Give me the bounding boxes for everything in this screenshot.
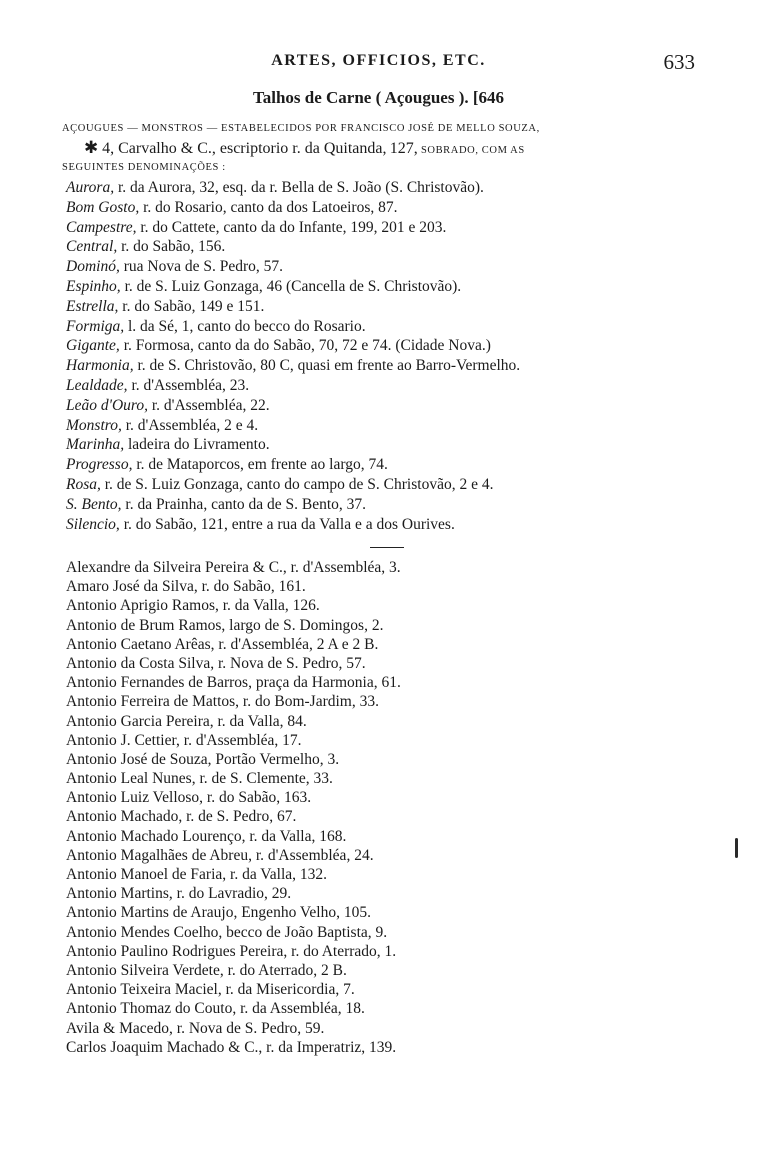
list-item — [66, 416, 746, 436]
list-item: Amaro José da Silva, r. do Sabão, 161. — [66, 578, 306, 596]
acougue-name: Leão d'Ouro, — [66, 396, 148, 414]
acougue-name: Formiga, — [66, 317, 125, 335]
acougue-address: rua Nova de S. Pedro, 57. — [119, 258, 283, 276]
list-item — [66, 237, 746, 257]
acougue-address: r. do Cattete, canto da do Infante, 199, 201 e 203. — [136, 218, 447, 236]
list-item: Antonio Silveira Verdete, r. do Aterrado, 2 B. — [66, 961, 347, 979]
list-item: Alexandre da Silveira Pereira & C., r. d'Assembléa, 3. — [66, 559, 401, 576]
proprietors-list — [66, 558, 746, 1057]
acougue-name: Progresso, — [66, 456, 133, 474]
acougue-name: Campestre, — [66, 218, 137, 236]
list-item — [66, 277, 746, 297]
list-item — [66, 198, 746, 218]
acougue-name: Silencio, — [66, 515, 120, 533]
list-item: Antonio Fernandes de Barros, praça da Harmonia, 61. — [66, 674, 401, 692]
ornament-icon: ✱ — [84, 138, 99, 157]
acougue-address: r. d'Assembléa, 23. — [127, 376, 250, 394]
list-item: Antonio da Costa Silva, r. Nova de S. Pedro, 57. — [66, 654, 366, 672]
list-item: Antonio Aprigio Ramos, r. da Valla, 126. — [66, 597, 320, 615]
acougue-name: Gigante, — [66, 337, 120, 355]
section-title: ARTES, OFFICIOS, ETC. — [271, 52, 486, 69]
acougue-name: Marinha, — [66, 436, 125, 454]
acougue-name: Bom Gosto, — [66, 198, 140, 216]
running-header — [0, 52, 757, 76]
list-item: Antonio Luiz Velloso, r. do Sabão, 163. — [66, 789, 312, 807]
acougue-name: Estrella, — [66, 297, 119, 315]
list-item: Antonio Manoel de Faria, r. da Valla, 132. — [66, 866, 328, 883]
list-item — [66, 435, 746, 455]
list-item: Carlos Joaquim Machado & C., r. da Imperatriz, 139. — [66, 1038, 397, 1056]
list-item: Antonio Caetano Arêas, r. d'Assembléa, 2 A e 2 B. — [66, 635, 379, 653]
page-number: 633 — [663, 50, 695, 74]
list-item — [66, 515, 746, 535]
acougue-address: r. do Rosario, canto da dos Latoeiros, 87. — [139, 198, 398, 216]
intro-number: 127, — [389, 140, 418, 157]
list-item: Avila & Macedo, r. Nova de S. Pedro, 59. — [66, 1019, 325, 1037]
acougue-address: ladeira do Livramento. — [124, 436, 270, 454]
list-item: Antonio J. Cettier, r. d'Assembléa, 17. — [66, 731, 302, 749]
acougue-address: l. da Sé, 1, canto do becco do Rosario. — [124, 317, 366, 335]
list-item: Antonio Martins de Araujo, Engenho Velho, 105. — [66, 904, 371, 922]
list-item: Antonio Ferreira de Mattos, r. do Bom-Jardim, 33. — [66, 693, 379, 711]
list-item: Antonio Martins, r. do Lavradio, 29. — [66, 885, 292, 903]
acougue-name: Monstro, — [66, 416, 122, 434]
acougue-name: Central, — [66, 238, 118, 256]
section-divider — [370, 547, 404, 548]
list-item: Antonio de Brum Ramos, largo de S. Domingos, 2. — [66, 616, 384, 634]
list-item — [66, 297, 746, 317]
intro-line-3: SEGUINTES DENOMINAÇÕES : — [62, 162, 226, 173]
acougue-name: S. Bento, — [66, 495, 122, 513]
margin-mark — [735, 838, 738, 858]
acougue-address: r. da Prainha, canto da de S. Bento, 37. — [121, 495, 367, 513]
list-item — [66, 475, 746, 495]
acougue-name: Aurora, — [66, 179, 115, 196]
list-item: Antonio Leal Nunes, r. de S. Clemente, 33. — [66, 770, 333, 788]
acougue-address: r. do Sabão, 149 e 151. — [118, 297, 265, 315]
acougue-name: Lealdade, — [66, 376, 128, 394]
list-item: Antonio Garcia Pereira, r. da Valla, 84. — [66, 712, 307, 730]
acougue-address: r. do Sabão, 121, entre a rua da Valla e a dos Ourives. — [119, 515, 455, 533]
acougue-address: r. de S. Luiz Gonzaga, canto do campo de S. Christovão, 2 e 4. — [100, 475, 494, 493]
list-item — [66, 356, 746, 376]
acougue-address: r. de S. Luiz Gonzaga, 46 (Cancella de S. Christovão). — [120, 277, 462, 295]
acougues-list — [66, 178, 746, 534]
intro-line-1: AÇOUGUES — MONSTROS — ESTABELECIDOS POR FRANCISCO JOSÉ DE MELLO SOUZA, — [62, 123, 540, 134]
list-item: Antonio Mendes Coelho, becco de João Baptista, 9. — [66, 923, 388, 941]
list-item — [66, 376, 746, 396]
intro-text-b: SOBRADO, COM AS — [420, 145, 525, 156]
list-item: Antonio Machado, r. de S. Pedro, 67. — [66, 808, 297, 826]
acougue-name: Dominó, — [66, 258, 120, 276]
list-item — [66, 336, 746, 356]
list-item: Antonio Paulino Rodrigues Pereira, r. do Aterrado, 1. — [66, 942, 397, 960]
list-item: Antonio José de Souza, Portão Vermelho, 3. — [66, 750, 340, 768]
acougue-address: r. de S. Christovão, 80 C, quasi em frente ao Barro-Vermelho. — [133, 357, 521, 375]
acougue-address: r. do Sabão, 156. — [117, 238, 226, 256]
acougue-address: r. da Aurora, 32, esq. da r. Bella de S. João (S. Christovão). — [114, 179, 484, 196]
list-item — [66, 455, 746, 475]
acougue-address: r. d'Assembléa, 2 e 4. — [121, 416, 259, 434]
list-item: Antonio Magalhães de Abreu, r. d'Assembléa, 24. — [66, 846, 374, 864]
acougue-address: r. d'Assembléa, 22. — [147, 396, 270, 414]
acougue-name: Harmonia, — [66, 357, 134, 375]
acougue-name: Rosa, — [66, 475, 101, 493]
list-item — [66, 218, 746, 238]
intro-text-a: 4, Carvalho & C., escriptorio r. da Quitanda, — [102, 140, 387, 157]
list-item — [66, 178, 746, 198]
list-item — [66, 495, 746, 515]
acougue-name: Espinho, — [66, 277, 121, 295]
list-item — [66, 257, 746, 277]
list-item — [66, 317, 746, 337]
category-heading: Talhos de Carne ( Açougues ). [646 — [252, 88, 505, 107]
list-item: Antonio Machado Lourenço, r. da Valla, 168. — [66, 827, 347, 845]
acougue-address: r. Formosa, canto da do Sabão, 70, 72 e 74. (Cidade Nova.) — [119, 337, 491, 355]
list-item: Antonio Teixeira Maciel, r. da Misericordia, 7. — [66, 981, 355, 999]
list-item: Antonio Thomaz do Couto, r. da Assembléa, 18. — [66, 1000, 365, 1018]
list-item — [66, 396, 746, 416]
acougue-address: r. de Mataporcos, em frente ao largo, 74. — [132, 456, 388, 474]
